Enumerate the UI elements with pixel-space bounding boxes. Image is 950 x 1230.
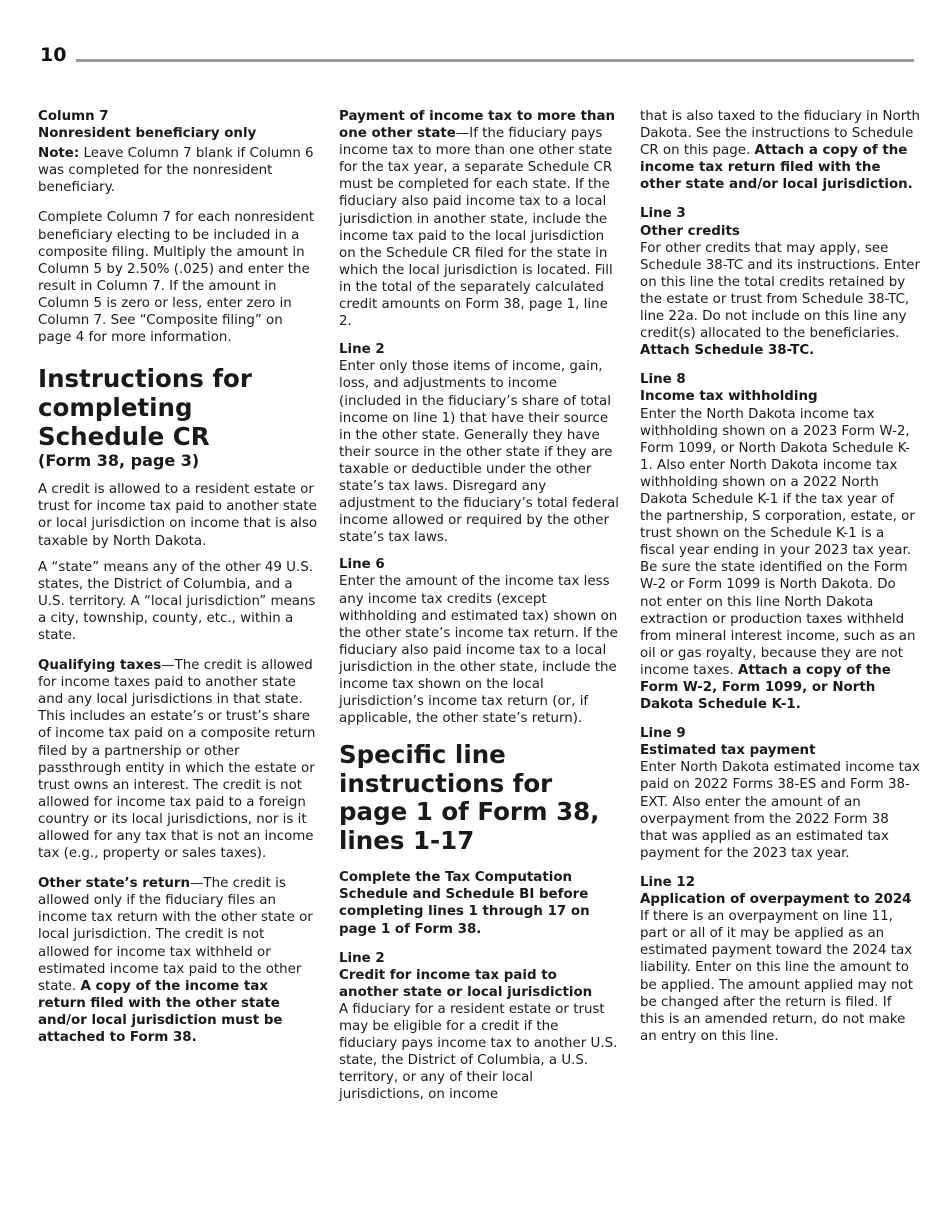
line12-heading: Line 12: [640, 874, 696, 890]
other-state-return-text: —The credit is allowed only if the fiduciary files an income tax return with the other state or local jurisdiction. The credit is not allowed for income tax withheld or estimated income tax paid to the other state.: [38, 876, 313, 994]
credit-paragraph: A credit is allowed to a resident estate or trust for income tax paid to another state or local jurisdiction on income that is also taxable by North Dakota.: [38, 482, 318, 549]
note-label: Note:: [38, 146, 80, 162]
complete-schedules-note: Complete the Tax Computation Schedule and Schedule BI before completing lines 1 through 17 on page 1 of Form 38.: [339, 870, 590, 937]
state-definition-paragraph: A “state” means any of the other 49 U.S. states, the District of Columbia, and a U.S. territory. A “local jurisdiction” means a city, township, county, etc., within a state.: [38, 559, 316, 643]
specific-instructions-heading: Specific line instructions for page 1 of Form 38, lines 1-17: [339, 740, 600, 855]
line8-bold: Attach a copy of the Form W-2, Form 1099, or North Dakota Schedule K-1.: [640, 662, 891, 713]
continued-paragraph: [640, 108, 920, 193]
qualifying-taxes-text: —The credit is allowed for income taxes paid to another state and any local jurisdictions in that state. This includes an estate’s or trust’s share of income tax paid on a composite return filed by a partnership or other passthrough entity in which the estate or trust owns an interest. The credit is not allowed for income tax paid to a foreign country or its local jurisdictions, nor is it allowed for any tax that is not an income tax (e.g., property or sales taxes).: [38, 658, 316, 862]
continued-bold: Attach a copy of the income tax return filed with the other state and/or local jurisdiction.: [640, 143, 913, 193]
credit-line2-heading: Line 2: [339, 950, 385, 966]
other-state-return-label: Other state’s return: [38, 876, 191, 892]
credit-line2-subheading: Credit for income tax paid to another state or local jurisdiction: [339, 967, 593, 1000]
line3-bold: Attach Schedule 38-TC.: [640, 343, 815, 359]
line9-heading: Line 9: [640, 726, 686, 742]
qualifying-taxes-label: Qualifying taxes: [38, 658, 162, 674]
credit-line2-text: A fiduciary for a resident estate or trust may be eligible for a credit if the fiduciary pays income tax to another U.S. state, the District of Columbia, a U.S. territory, or any of their local jurisdictions, on income: [339, 1001, 618, 1103]
line2-section: [339, 341, 619, 546]
line9-subheading: Estimated tax payment: [640, 743, 816, 759]
payment-label: Payment of income tax to more than one other state: [339, 109, 616, 142]
line3-section: [640, 205, 920, 359]
instructions-subheading: (Form 38, page 3): [38, 451, 200, 471]
line3-heading: Line 3: [640, 206, 686, 222]
line2-heading: Line 2: [339, 342, 385, 358]
line3-paragraph: [640, 240, 920, 360]
line9-text: Enter North Dakota estimated income tax paid on 2022 Forms 38-ES and Form 38-EXT. Also enter the amount of an overpayment from the 2022 Form 38 that was applied as an estimated tax payment for the 2023 tax year.: [640, 760, 920, 861]
other-state-return-paragraph: [38, 875, 318, 1046]
line8-paragraph: [640, 406, 920, 714]
line12-section: [640, 874, 920, 1045]
line12-subheading: Application of overpayment to 2024: [640, 892, 912, 908]
column-1: [38, 108, 318, 1055]
column-3: [640, 108, 920, 1055]
line8-text: Enter the North Dakota income tax withholding shown on a 2023 Form W-2, Form 1099, or North Dakota Schedule K-1. Also enter North Dakota income tax withholding shown on a 2022 North Dakota Schedule K-1 if the tax year of the partnership, S corporation, estate, or trust shown on the Schedule K-1 is a fiscal year ending in your 2023 tax year. Be sure the state identified on the Form W-2 or Form 1099 is North Dakota. Do not enter on this line North Dakota extraction or production taxes withheld from mineral interest income, such as an oil or gas royalty, because they are not income taxes.: [640, 406, 916, 678]
note-text: Leave Column 7 blank if Column 6 was completed for the nonresident beneficiary.: [38, 146, 314, 196]
line3-subheading: Other credits: [640, 223, 740, 239]
other-state-return-bold: A copy of the income tax return filed with the other state and/or local jurisdiction must be attached to Form 38.: [38, 978, 283, 1046]
header-rule: [76, 59, 914, 62]
line6-text: Enter the amount of the income tax less any income tax credits (except withholding and estimated tax) shown on the other state’s income tax return. If the fiduciary also paid income tax to a local jurisdiction in the other state, include the income tax shown on the local jurisdiction’s income tax return (or, if applicable, the other state’s return).: [339, 574, 618, 727]
line6-heading: Line 6: [339, 557, 385, 573]
line12-text: If there is an overpayment on line 11, part or all of it may be applied as an estimated payment toward the 2024 tax liability. Enter on this line the amount to be applied. The amount applied may not be changed after the return is filed. If this is an amended return, do not make an entry on this line.: [640, 909, 913, 1044]
page-number: 10: [40, 44, 67, 66]
page-header: [40, 42, 914, 72]
continued-text: that is also taxed to the fiduciary in North Dakota. See the instructions to Schedule CR on this page.: [640, 109, 920, 159]
payment-paragraph: [339, 108, 619, 330]
column7-paragraph: Complete Column 7 for each nonresident beneficiary electing to be included in a composite filing. Multiply the amount in Column 5 by 2.50% (.025) and enter the result in Column 7. If the amount in Column 5 is zero or less, enter zero in Column 7. See “Composite filing” on page 4 for more information.: [38, 210, 315, 346]
line8-subheading: Income tax withholding: [640, 389, 818, 405]
line6-section: [339, 556, 619, 727]
column7-subheading: Nonresident beneficiary only: [38, 126, 257, 142]
line8-heading: Line 8: [640, 372, 686, 388]
qualifying-taxes-paragraph: [38, 657, 318, 862]
line3-text: For other credits that may apply, see Schedule 38-TC and its instructions. Enter on this line the total credits retained by the estate or trust from Schedule 38-TC, line 22a. Do not include on this line any credit(s) allocated to the beneficiaries.: [640, 240, 920, 342]
line8-section: [640, 371, 920, 713]
payment-text: —If the fiduciary pays income tax to more than one other state for the tax year, a separate Schedule CR must be completed for each state. If the fiduciary also paid income tax to a local jurisdiction in another state, include the income tax paid to the local jurisdiction on the Schedule CR filed for the state in which the local jurisdiction is located. Fill in the total of the separately calculated credit amounts on Form 38, page 1, line 2.: [339, 126, 613, 330]
line9-section: [640, 725, 920, 862]
column7-heading: Column 7: [38, 109, 109, 124]
credit-line2-section: [339, 950, 619, 1104]
instructions-heading: Instructions for completing Schedule CR: [38, 364, 252, 452]
line2-text: Enter only those items of income, gain, loss, and adjustments to income (included in the fiduciary’s share of total income on line 1) that have their source in the other state. Generally they have their source in the other state if they are taxable or deductible under the other state’s tax laws. Disregard any adjustment to the fiduciary’s total federal income allowed or required by the other state’s tax laws.: [339, 359, 619, 546]
column-2: [339, 108, 619, 1114]
note-paragraph: [38, 145, 318, 196]
